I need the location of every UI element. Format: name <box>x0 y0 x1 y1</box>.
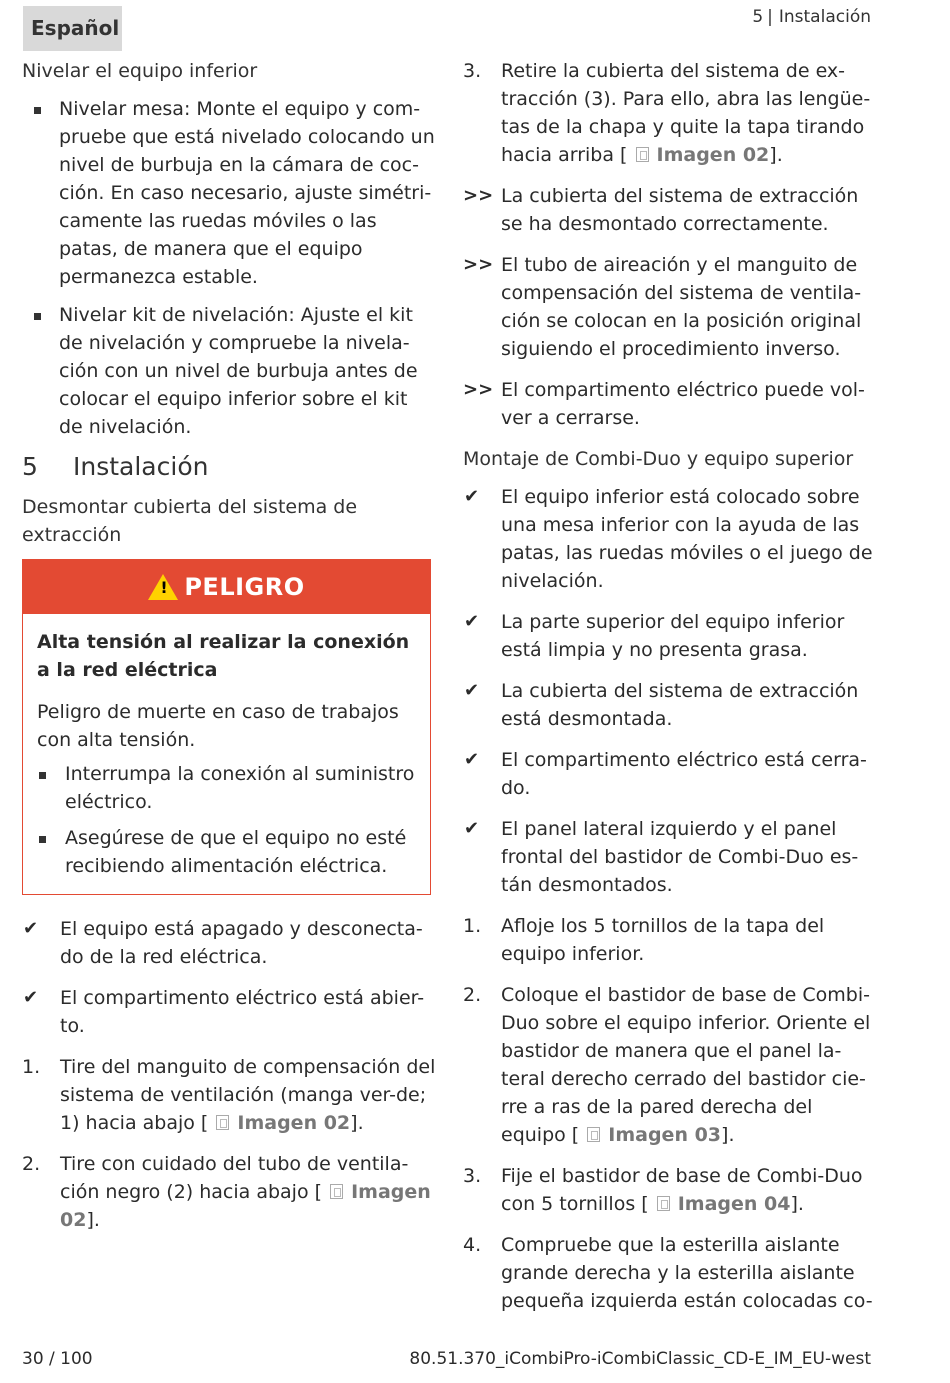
prerequisite-text: El compartimento eléctrico está abier-to. <box>60 987 425 1037</box>
step-number: 1. <box>463 915 482 937</box>
step-number: 3. <box>463 60 482 82</box>
step-number: 1. <box>22 1056 41 1078</box>
step-item <box>463 1162 883 1218</box>
prerequisite-text: La cubierta del sistema de extracción está desmontada. <box>501 680 859 730</box>
result-item <box>463 182 883 238</box>
checkmark-icon: ✔ <box>464 611 480 632</box>
result-text: El compartimento eléctrico puede vol-ver a cerrarse. <box>501 379 865 429</box>
subheading-mount-combi-duo: Montaje de Combi-Duo y equipo superior <box>463 448 854 470</box>
image-icon <box>587 1127 600 1142</box>
result-text: El tubo de aireación y el manguito de compensación del sistema de ventila-ción se colocan en la posición original siguiendo el procedimiento inverso. <box>501 254 862 360</box>
checkmark-icon: ✔ <box>464 818 480 839</box>
figure-reference-text: Imagen 03 <box>608 1124 722 1146</box>
prerequisite-item <box>22 984 437 1040</box>
step-item <box>463 981 883 1149</box>
figure-reference-link[interactable] <box>634 144 770 166</box>
checkmark-icon: ✔ <box>23 918 39 939</box>
list-item <box>22 95 437 291</box>
list-item-text: Nivelar mesa: Monte el equipo y com-pruebe que está nivelado colocando un nivel de burbuja en la cámara de coc-ción. En caso necesario, ajuste simétri-camente las ruedas móviles o las patas, de manera que el equipo permanezca estable. <box>59 98 435 288</box>
result-item <box>463 376 883 432</box>
step-item <box>463 1231 883 1315</box>
figure-reference-text: Imagen 02 <box>60 1181 431 1231</box>
step-text-end: ]. <box>721 1124 735 1146</box>
step-number: 2. <box>463 984 482 1006</box>
list-item-text: Nivelar kit de nivelación: Ajuste el kit de nivelación y compruebe la nivela-ción con un nivel de burbuja antes de colocar el equipo inferior sobre el kit de nivelación. <box>59 304 418 438</box>
bullet-icon <box>39 836 46 843</box>
image-icon <box>636 147 649 162</box>
section-heading <box>22 451 437 483</box>
list-item <box>37 824 416 880</box>
running-header: 5 | Instalación <box>752 7 871 27</box>
prerequisite-item <box>463 677 883 733</box>
image-icon <box>216 1115 229 1130</box>
step-text: Tire del manguito de compensación del sistema de ventilación (manga ver-de; 1) hacia abajo [ <box>60 1056 436 1134</box>
result-marker: >> <box>463 254 494 275</box>
header-section: Instalación <box>778 7 871 27</box>
image-icon <box>330 1184 343 1199</box>
result-marker: >> <box>463 379 494 400</box>
step-number: 3. <box>463 1165 482 1187</box>
language-tab: Español <box>23 6 122 51</box>
step-text-end: ]. <box>350 1112 364 1134</box>
list-item <box>37 760 416 816</box>
danger-box <box>22 559 431 895</box>
warning-triangle-icon: ! <box>148 574 178 600</box>
step-text-end: ]. <box>86 1209 100 1231</box>
danger-header <box>23 560 430 614</box>
figure-reference-link[interactable] <box>214 1112 350 1134</box>
list-item <box>22 301 437 441</box>
prerequisite-item <box>463 608 883 664</box>
figure-reference-text: Imagen 04 <box>677 1193 791 1215</box>
prerequisite-item <box>463 746 883 802</box>
step-number: 4. <box>463 1234 482 1256</box>
step-text: Compruebe que la esterilla aislante grande derecha y la esterilla aislante pequeña izquierda están colocadas co- <box>501 1234 873 1312</box>
figure-reference-link[interactable] <box>655 1193 791 1215</box>
prerequisite-text: El panel lateral izquierdo y el panel frontal del bastidor de Combi-Duo es-tán desmontados. <box>501 818 859 896</box>
step-number: 2. <box>22 1153 41 1175</box>
step-item <box>22 1150 437 1234</box>
result-item <box>463 251 883 363</box>
danger-description: Peligro de muerte en caso de trabajos con alta tensión. <box>37 701 399 751</box>
step-text: Afloje los 5 tornillos de la tapa del equipo inferior. <box>501 915 825 965</box>
prerequisite-text: El equipo inferior está colocado sobre una mesa inferior con la ayuda de las patas, las ruedas móviles o el juego de nivelación. <box>501 486 873 592</box>
section-title: Instalación <box>73 452 209 481</box>
subheading-remove-cover: Desmontar cubierta del sistema de extracción <box>22 496 358 546</box>
footer-page-counter: 30 / 100 <box>22 1349 93 1369</box>
result-marker: >> <box>463 185 494 206</box>
prerequisite-text: El compartimento eléctrico está cerra-do. <box>501 749 867 799</box>
footer-document-id: 80.51.370_iCombiPro-iCombiClassic_CD-E_IM_EU-west <box>409 1349 871 1369</box>
checkmark-icon: ✔ <box>464 486 480 507</box>
step-text-end: ]. <box>790 1193 804 1215</box>
danger-label: PELIGRO <box>184 573 305 601</box>
checkmark-icon: ✔ <box>23 987 39 1008</box>
checkmark-icon: ✔ <box>464 680 480 701</box>
bullet-icon <box>34 313 41 320</box>
prerequisite-item <box>22 915 437 971</box>
step-text: Tire con cuidado del tubo de ventila-ción negro (2) hacia abajo [ <box>60 1153 409 1203</box>
prerequisite-text: El equipo está apagado y desconecta-do de la red eléctrica. <box>60 918 423 968</box>
bullet-icon <box>39 772 46 779</box>
step-text: Retire la cubierta del sistema de ex-tracción (3). Para ello, abra las lengüe-tas de la chapa y quite la tapa tirando hacia arriba [ <box>501 60 871 166</box>
bullet-icon <box>34 107 41 114</box>
step-item <box>22 1053 437 1137</box>
header-page-number: 5 <box>752 7 764 27</box>
danger-body <box>23 614 430 894</box>
prerequisite-item <box>463 815 883 899</box>
step-item <box>463 912 883 968</box>
section-number: 5 <box>22 452 38 481</box>
checkmark-icon: ✔ <box>464 749 480 770</box>
figure-reference-text: Imagen 02 <box>237 1112 351 1134</box>
subheading-level-lower-unit: Nivelar el equipo inferior <box>22 60 258 82</box>
prerequisite-text: La parte superior del equipo inferior está limpia y no presenta grasa. <box>501 611 845 661</box>
step-text: Coloque el bastidor de base de Combi-Duo sobre el equipo inferior. Oriente el bastidor de manera que el panel la-teral derecho cerrado del bastidor cie-rre a ras de la pared derecha del equipo [ <box>501 984 871 1146</box>
list-item-text: Asegúrese de que el equipo no esté recibiendo alimentación eléctrica. <box>65 827 407 877</box>
list-item-text: Interrumpa la conexión al suministro eléctrico. <box>65 763 415 813</box>
left-column <box>22 57 437 1247</box>
danger-title: Alta tensión al realizar la conexión a la red eléctrica <box>37 631 410 681</box>
step-text-end: ]. <box>769 144 783 166</box>
figure-reference-text: Imagen 02 <box>656 144 770 166</box>
figure-reference-link[interactable] <box>585 1124 721 1146</box>
step-text: Fije el bastidor de base de Combi-Duo con 5 tornillos [ <box>501 1165 863 1215</box>
right-column <box>463 57 883 1328</box>
result-text: La cubierta del sistema de extracción se ha desmontado correctamente. <box>501 185 859 235</box>
step-item <box>463 57 883 169</box>
image-icon <box>657 1196 670 1211</box>
prerequisite-item <box>463 483 883 595</box>
